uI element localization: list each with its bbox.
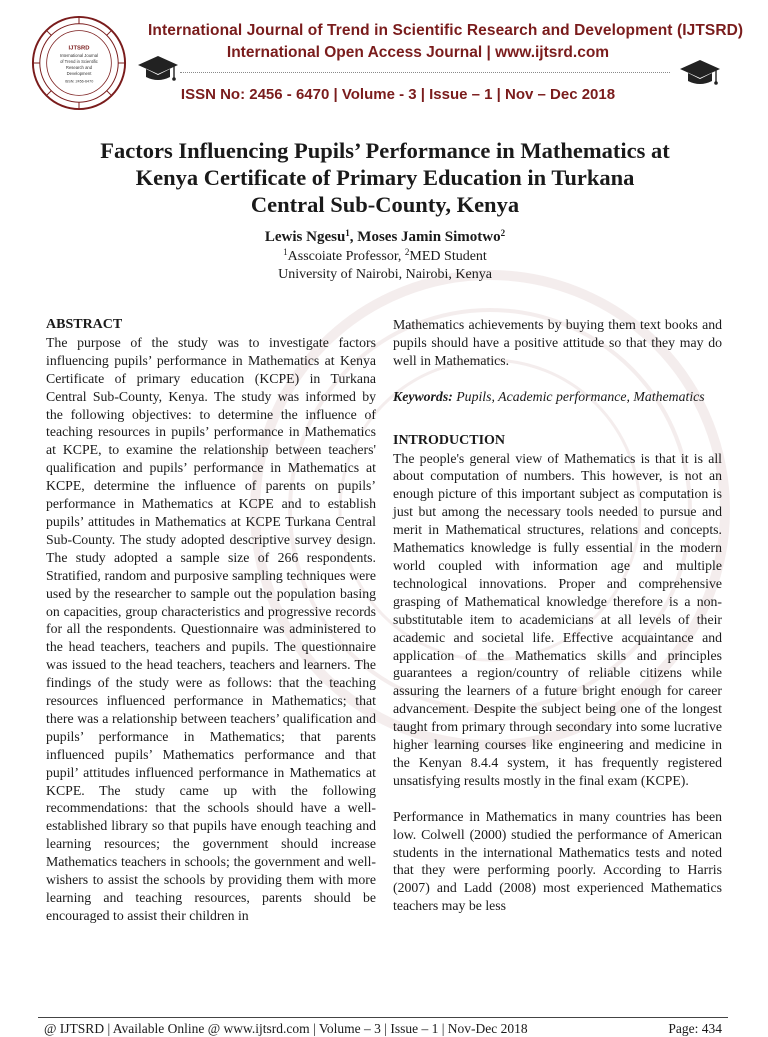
left-column	[46, 316, 376, 925]
svg-text:Development: Development	[66, 70, 92, 76]
title-line: Factors Influencing Pupils’ Performance in Mathematics at	[100, 138, 670, 163]
graduation-cap-icon	[678, 58, 722, 88]
author-name: Lewis Ngesu	[264, 229, 346, 245]
right-column	[393, 316, 722, 915]
svg-text:of Trend in Scientific: of Trend in Scientific	[60, 59, 98, 64]
journal-header	[0, 0, 768, 112]
authors-line	[60, 229, 710, 246]
introduction-paragraph: The people's general view of Mathematics is that it is all about computation of numbers. This however, is not an enough picture of this important subject as computation is just but among the necessary tools needed to pursue and merit in Mathematical structures, relations and concepts. Mathematics knowledge is fully essential in the modern world coupled with information age and multiple technological innovations. Proper and comprehensive grasping of Mathematical knowledge therefore is a non-substitutable item to academicians at all levels of their academic and societal life. Effective acquaintance and application of the Mathematics skills and principles guarantees a region/country of reliable citizens while assuring the learners of a future bright enough for career advancement. Despite the subject being one of the longest taught from primary through secondary into some lucrative higher learning courses like engineering and medicine in the Kenyan 8.4.4 system, it has frequently registered unsatisfying results mostly in the final exam (KCPE).	[393, 450, 722, 788]
svg-text:ISSN: 2456-6470: ISSN: 2456-6470	[64, 79, 94, 84]
svg-text:IJTSRD: IJTSRD	[68, 45, 90, 52]
university-name: University of Nairobi, Nairobi, Kenya	[278, 267, 492, 282]
author-affiliation-mark: 1	[345, 228, 350, 238]
svg-text:International Journal: International Journal	[59, 53, 99, 59]
paper-title	[60, 137, 710, 218]
keywords-label: Keywords:	[393, 388, 453, 404]
keywords-text: Pupils, Academic performance, Mathematics	[452, 388, 705, 404]
abstract-text: The purpose of the study was to investigate factors influencing pupils’ performance in Mathematics at Kenya Certificate of primary education (KCPE) in Turkana Central Sub-County, Kenya. The study was informed by the following objectives: to determine the influence of teaching resources in pupils’ performance in Mathematics at KCPE, to examine the relationship between teachers' qualification and pupils’ performance in Mathematics at KCPE, determine the influence of parents on pupils’ performance in Mathematics at KCPE and to establish pupils’ attitudes in Mathematics at KCPE Turkana Central Sub-County. The study adopted descriptive survey design. The study adopted a sample size of 266 respondents. Stratified, random and purposive sampling techniques were used by the researcher to sample out the population basing on capacities, group characteristics and progressive records for all the respondents. Questionnaire was administered to the head teachers, teachers and pupils. The questionnaire was issued to the head teachers, teachers and learners. The findings of the study were as follows: that the teaching resources influenced performance in Mathematics; that there was a relationship between teachers’ qualification and pupils’ performance in Mathematics; that parents influenced pupils’ Mathematics performance and that pupil’ attitudes influenced performance in Mathematics at KCPE. The study came up with the following recommendations: that the schools should have a well-established library so that pupils have enough teaching and learning resources; the government should increase Mathematics teachers in schools; the government and well-wishers to assist the schools by providing them with more learning and teaching resources, parents should be encouraged to assist their children in	[46, 334, 376, 923]
ijtsrd-seal-logo	[30, 14, 128, 112]
page-number: Page: 434	[668, 1021, 722, 1036]
affiliation-mark: 2	[404, 247, 410, 257]
author-affiliation-mark: 2	[500, 228, 506, 238]
author-name: Moses Jamin Simotwo	[357, 229, 501, 245]
introduction-paragraph: Performance in Mathematics in many countries has been low. Colwell (2000) studied the performance of American students in the international Mathematics tests and noted that they were performing poorly. According to Harris (2007) and Ladd (2008) most experienced Mathematics teachers may be less	[393, 808, 722, 914]
header-divider	[180, 72, 670, 73]
title-line: Central Sub-County, Kenya	[250, 192, 520, 217]
abstract-continuation: Mathematics achievements by buying them text books and pupils should have a positive attitude so that they may do well in Mathematics.	[393, 317, 722, 368]
footer-citation: @ IJTSRD | Available Online @ www.ijtsrd.com | Volume – 3 | Issue – 1 | Nov-Dec 2018	[44, 1021, 528, 1036]
abstract-heading: ABSTRACT	[46, 317, 123, 332]
affiliation-role: Asscoiate Professor,	[287, 249, 405, 264]
svg-text:Research and: Research and	[65, 64, 93, 70]
journal-title: International Journal of Trend in Scientific Research and Development (IJTSRD)	[148, 22, 744, 39]
affiliation-role: MED Student	[409, 249, 487, 264]
footer-divider	[38, 1017, 728, 1018]
affiliations	[60, 248, 710, 284]
affiliation-roles	[60, 248, 710, 266]
author-separator: ,	[349, 229, 358, 245]
introduction-heading: INTRODUCTION	[393, 432, 506, 448]
issn-line: ISSN No: 2456 - 6470 | Volume - 3 | Issue – 1 | Nov – Dec 2018	[180, 86, 616, 103]
keywords	[393, 388, 722, 406]
affiliation-mark: 1	[283, 247, 288, 257]
journal-subtitle: International Open Access Journal | www.ijtsrd.com	[226, 44, 610, 61]
title-line: Kenya Certificate of Primary Education in Turkana	[135, 165, 635, 190]
